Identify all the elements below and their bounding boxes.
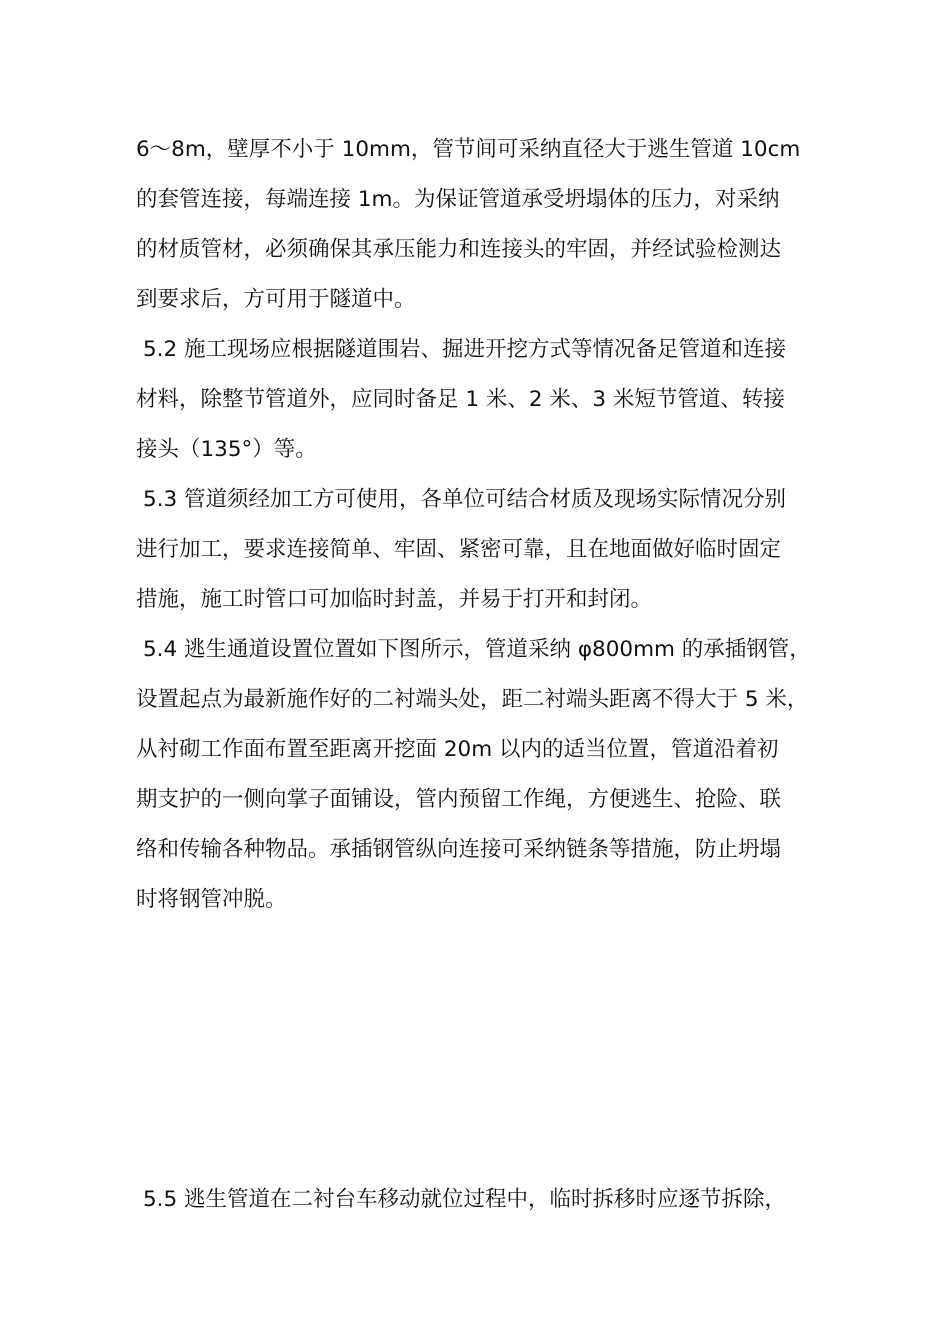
text-line-16: 时将钢管冲脱。 bbox=[136, 887, 287, 912]
text-line-13: 从衬砌工作面布置至距离开挖面 20m 以内的适当位置，管道沿着初 bbox=[136, 737, 779, 762]
text-line-10: 措施，施工时管口可加临时封盖，并易于打开和封闭。 bbox=[136, 587, 653, 612]
text-line-7: 接头（135°）等。 bbox=[136, 437, 317, 462]
text-line-15: 络和传输各种物品。承插钢管纵向连接可采纳链条等措施，防止坍塌 bbox=[136, 837, 782, 862]
text-line-12: 设置起点为最新施作好的二衬端头处，距二衬端头距离不得大于 5 米， bbox=[136, 687, 809, 712]
text-line-14: 期支护的一侧向掌子面铺设，管内预留工作绳，方便逃生、抢险、联 bbox=[136, 787, 782, 812]
text-line-11: 5.4 逃生通道设置位置如下图所示，管道采纳 φ800mm 的承插钢管， bbox=[143, 637, 811, 662]
text-line-3: 的材质管材，必须确保其承压能力和连接头的牢固，并经试验检测达 bbox=[136, 237, 782, 262]
text-line-9: 进行加工，要求连接简单、牢固、紧密可靠，且在地面做好临时固定 bbox=[136, 537, 782, 562]
text-line-1: 6～8m，壁厚不小于 10mm，管节间可采纳直径大于逃生管道 10cm bbox=[136, 137, 801, 162]
text-line-2: 的套管连接，每端连接 1m。为保证管道承受坍塌体的压力，对采纳 bbox=[136, 187, 780, 212]
text-line-4: 到要求后，方可用于隧道中。 bbox=[136, 287, 416, 312]
text-line-17: 5.5 逃生管道在二衬台车移动就位过程中，临时拆移时应逐节拆除， bbox=[143, 1187, 787, 1212]
text-line-8: 5.3 管道须经加工方可使用，各单位可结合材质及现场实际情况分别 bbox=[143, 487, 787, 512]
text-line-5: 5.2 施工现场应根据隧道围岩、掘进开挖方式等情况备足管道和连接 bbox=[143, 337, 787, 362]
text-line-6: 材料，除整节管道外，应同时备足 1 米、2 米、3 米短节管道、转接 bbox=[136, 387, 785, 412]
